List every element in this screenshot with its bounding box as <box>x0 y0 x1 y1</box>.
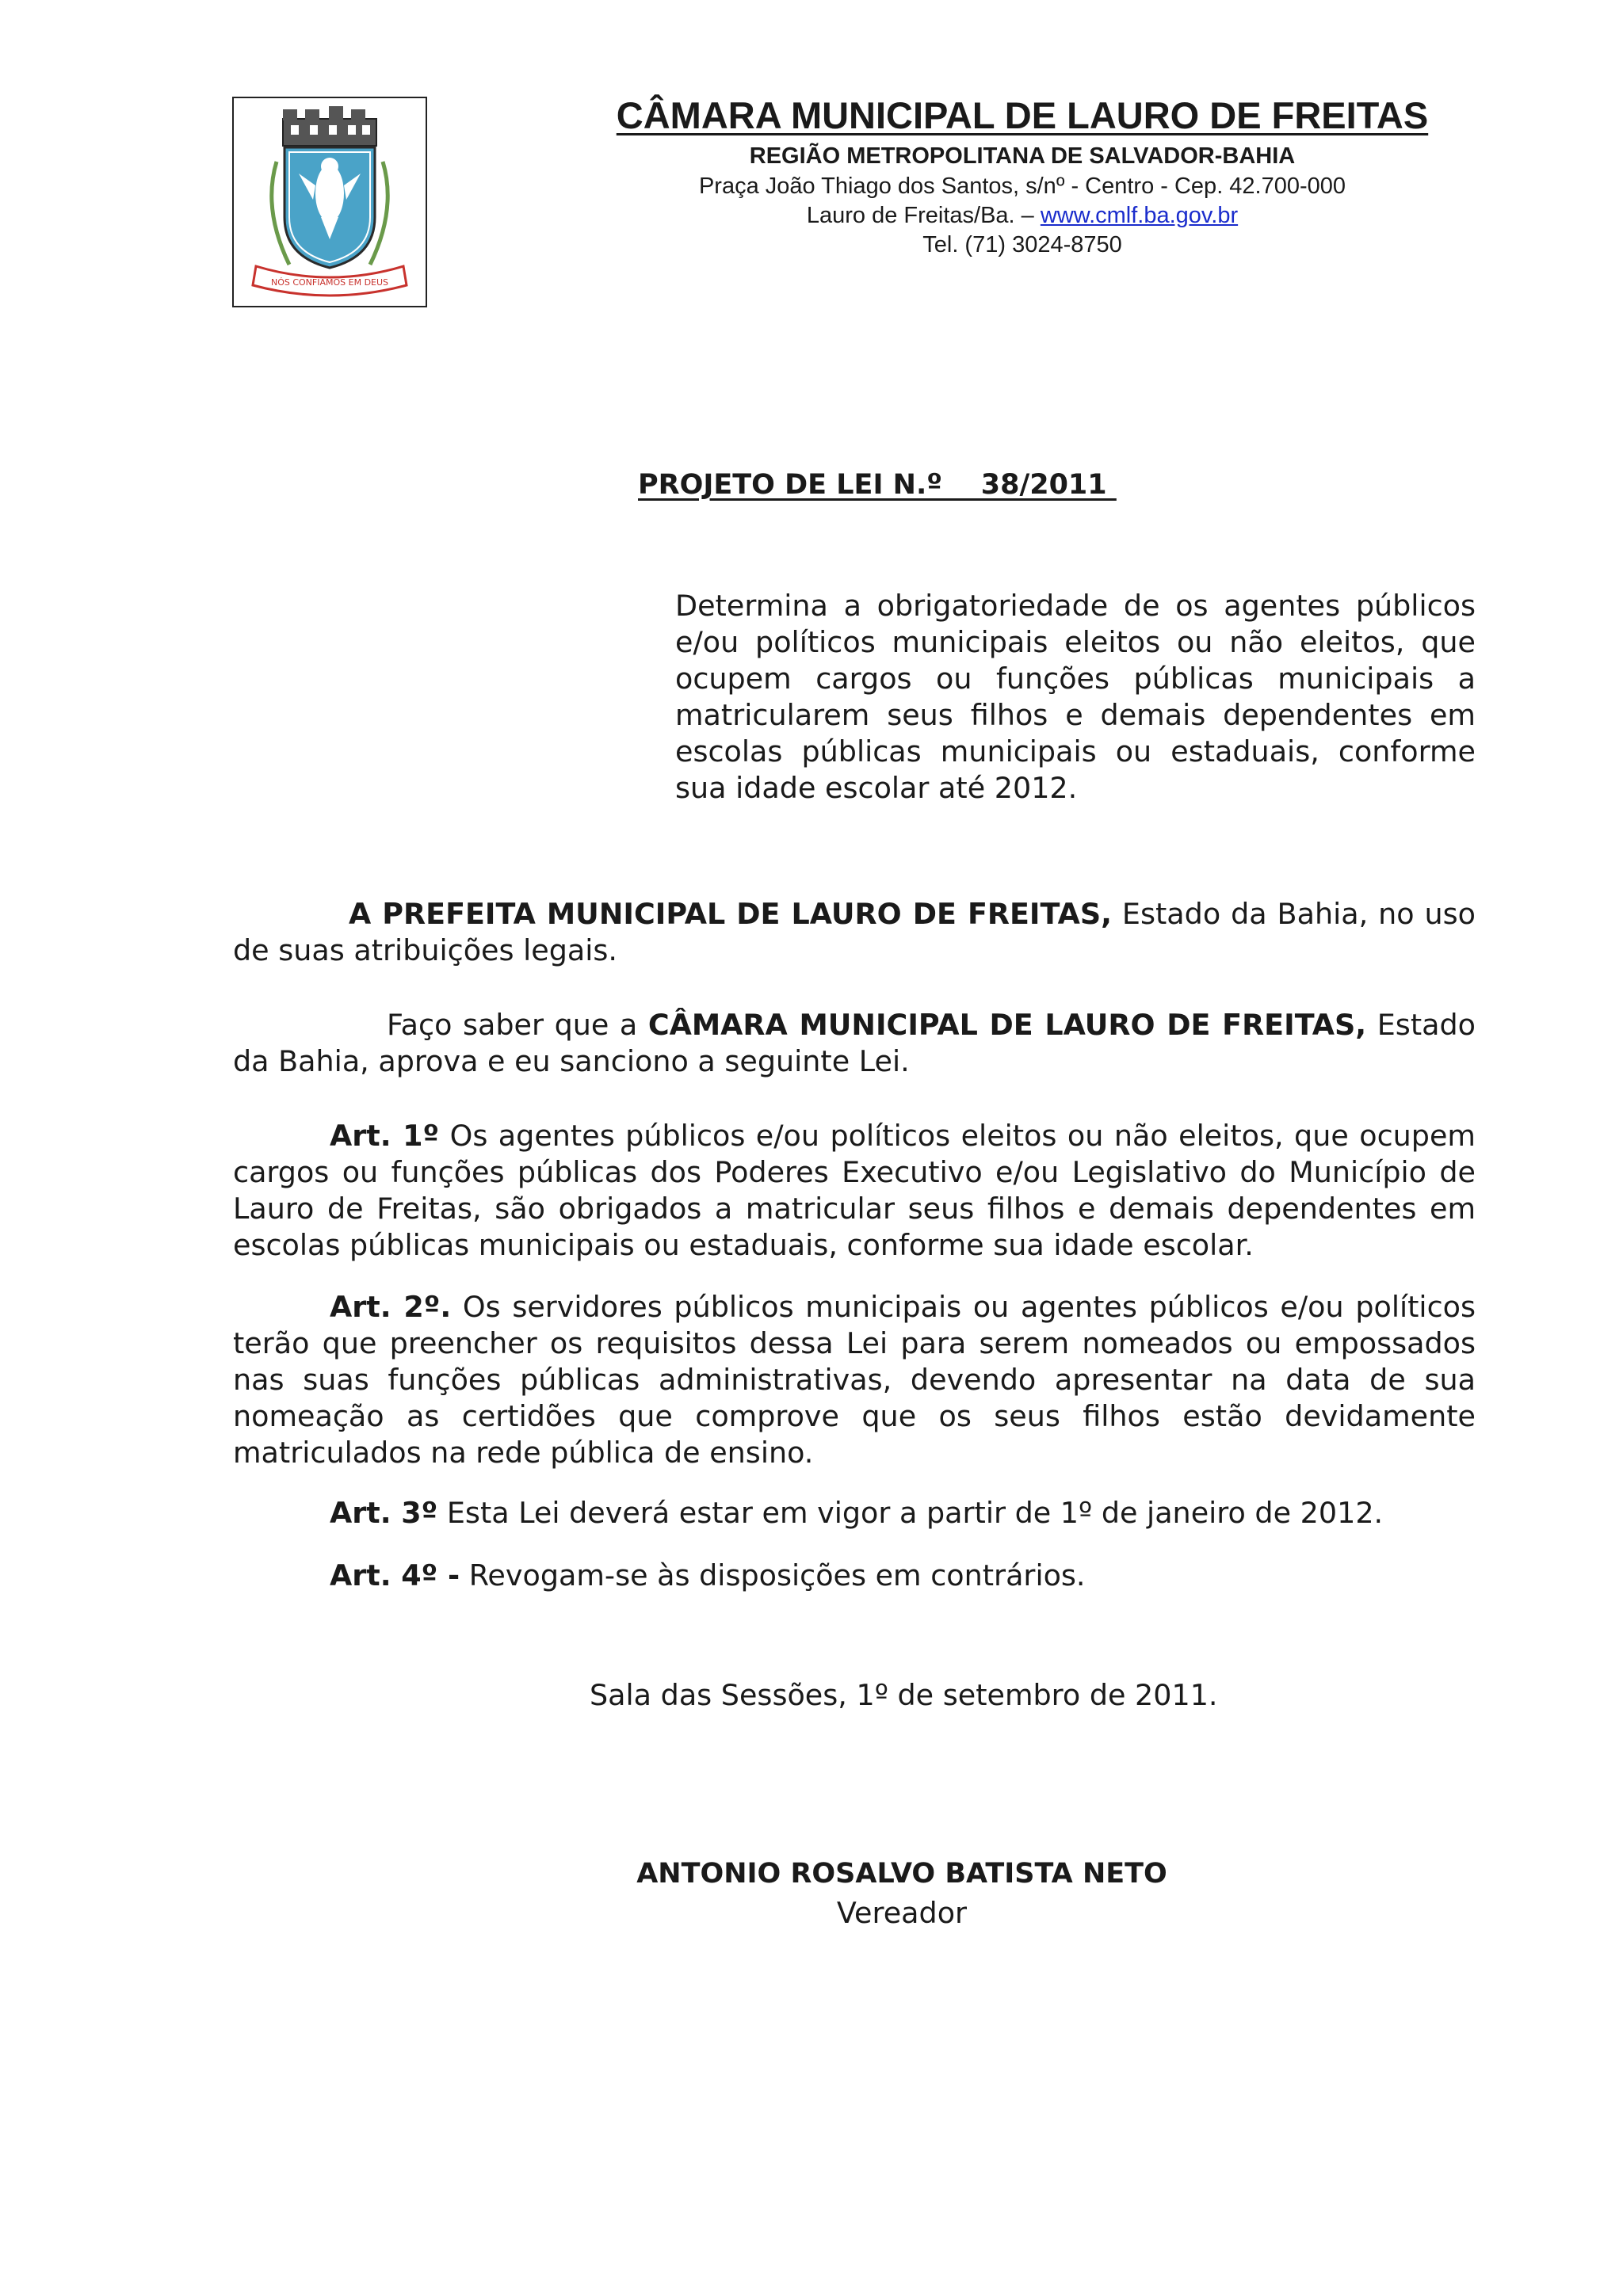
city-line <box>444 203 1601 229</box>
article-label: Art. 3º <box>330 1496 438 1530</box>
session-date: Sala das Sessões, 1º de setembro de 2011. <box>590 1678 1218 1712</box>
enactment-text: Estado da Bahia, aprova e eu sanciono a seguinte Lei. <box>233 1008 1476 1078</box>
coat-of-arms-logo <box>232 97 427 307</box>
article-label: Art. 1º <box>330 1119 440 1153</box>
logo-motto: NÓS CONFIAMOS EM DEUS <box>270 277 389 288</box>
preamble-bold: A PREFEITA MUNICIPAL DE LAURO DE FREITAS, <box>349 897 1112 931</box>
article-1 <box>233 1118 1476 1264</box>
enactment-bold: CÂMARA MUNICIPAL DE LAURO DE FREITAS, <box>647 1008 1367 1042</box>
article-text: Os servidores públicos municipais ou agentes públicos e/ou políticos terão que preencher os requisitos dessa Lei para serem nomeados ou empossados nas suas funções públicas administrativas, devendo apresentar na data de sua nomeação as certidões que comprove que os seus filhos estão devidamente matriculados na rede pública de ensino. <box>233 1290 1476 1470</box>
enactment-paragraph <box>233 1007 1476 1080</box>
enactment-prefix: Faço saber que a <box>387 1008 648 1042</box>
article-text: Esta Lei deverá estar em vigor a partir de 1º de janeiro de 2012. <box>437 1496 1384 1530</box>
website-link[interactable]: www.cmlf.ba.gov.br <box>1040 203 1239 228</box>
city-prefix: Lauro de Freitas/Ba. – <box>806 203 1041 228</box>
chamber-title: CÂMARA MUNICIPAL DE LAURO DE FREITAS <box>616 94 1429 136</box>
article-4 <box>330 1558 1086 1594</box>
region-subtitle: REGIÃO METROPOLITANA DE SALVADOR-BAHIA <box>749 143 1296 169</box>
phone-line: Tel. (71) 3024-8750 <box>922 232 1122 257</box>
bill-title: PROJETO DE LEI N.º 38/2011 <box>638 469 1117 501</box>
address-line: Praça João Thiago dos Santos, s/nº - Centro - Cep. 42.700-000 <box>698 174 1346 199</box>
article-2 <box>233 1289 1476 1471</box>
coat-of-arms-icon <box>234 98 426 306</box>
article-3 <box>330 1495 1383 1531</box>
article-label: Art. 4º - <box>330 1558 460 1592</box>
article-text: Revogam-se às disposições em contrários. <box>460 1558 1086 1592</box>
signatory-name: ANTONIO ROSALVO BATISTA NETO <box>636 1858 1167 1890</box>
article-text: Os agentes públicos e/ou políticos eleitos ou não eleitos, que ocupem cargos ou funções públicas dos Poderes Executivo e/ou Legislativo do Município de Lauro de Freitas, são obrigados a matricular seus filhos e demais dependentes em escolas públicas municipais ou estaduais, conforme sua idade escolar. <box>233 1119 1476 1262</box>
article-label: Art. 2º. <box>330 1290 452 1324</box>
signatory-role: Vereador <box>836 1896 968 1930</box>
preamble-paragraph <box>233 896 1476 969</box>
ementa-summary: Determina a obrigatoriedade de os agentes públicos e/ou políticos municipais eleitos ou não eleitos, que ocupem cargos ou funções públicas municipais a matricularem seus filhos e demais dependentes em escolas públicas municipais ou estaduais, conforme sua idade escolar até 2012. <box>675 589 1476 805</box>
preamble-text: Estado da Bahia, no uso de suas atribuições legais. <box>233 897 1476 967</box>
